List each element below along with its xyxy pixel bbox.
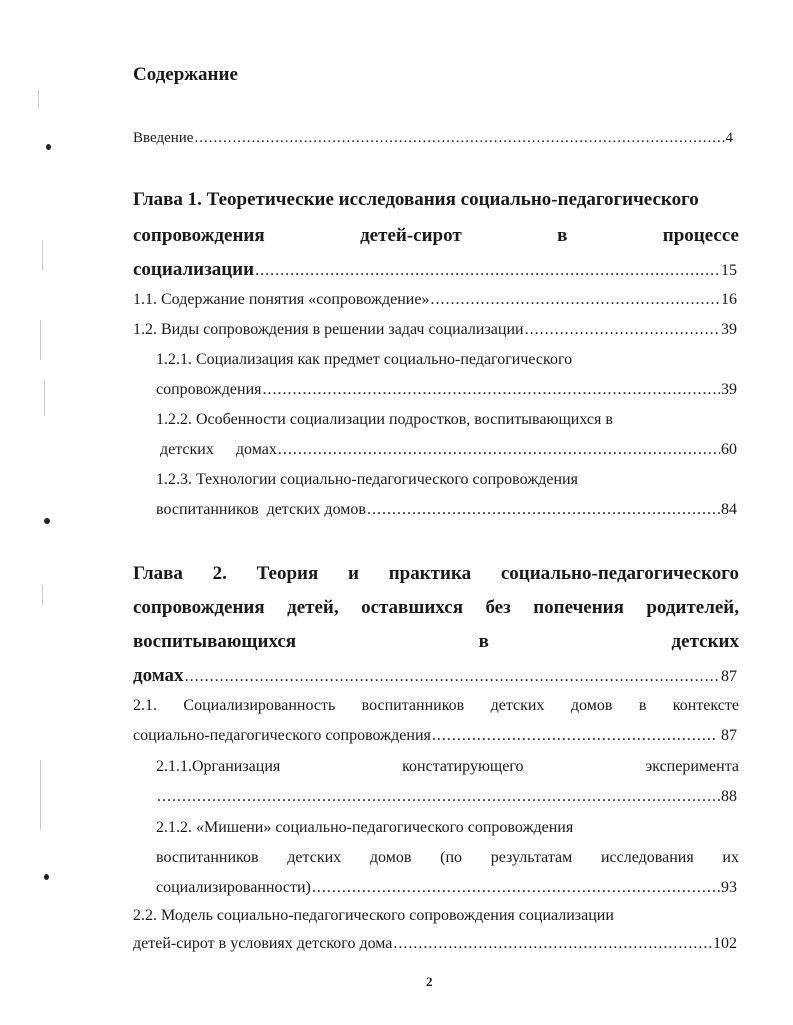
word: Теория xyxy=(256,563,319,584)
toc-entry-1-2-1-line-1: 1.2.1. Социализация как предмет социально-педагогического xyxy=(156,351,573,368)
toc-label: домах xyxy=(133,665,184,686)
leader-dots xyxy=(367,500,720,520)
scan-mark xyxy=(38,90,39,108)
word: детей-сирот xyxy=(360,225,462,246)
word: социально-педагогического xyxy=(500,563,739,584)
toc-entry-2-1-2-line-2 xyxy=(156,848,739,868)
toc-entry-1-2-1-line-2 xyxy=(156,380,737,400)
toc-entry-2-1-2-line-1: 2.1.2. «Мишени» социально-педагогического сопровождения xyxy=(156,819,574,836)
word: сопровождения xyxy=(133,597,265,618)
toc-page: 60 xyxy=(721,441,737,458)
toc-entry-1-2 xyxy=(133,320,737,340)
toc-label: детей-сирот в условиях детского дома xyxy=(133,935,393,952)
toc-label: социализации xyxy=(133,259,255,280)
toc-page: 16 xyxy=(721,291,737,308)
toc-entry-intro xyxy=(133,128,733,148)
word: воспитанников xyxy=(361,697,465,714)
word: оставшихся xyxy=(361,597,463,618)
leader-dots xyxy=(185,667,720,687)
leader-dots xyxy=(157,787,720,807)
word: сопровождения xyxy=(133,225,265,246)
word: практика xyxy=(388,563,472,584)
toc-chapter-1-line-3 xyxy=(133,258,737,282)
toc-entry-2-2-line-2 xyxy=(133,934,737,954)
word: детских xyxy=(287,849,342,866)
toc-label: детских xyxy=(160,441,214,458)
toc-label: Введение xyxy=(133,130,194,146)
toc-entry-2-2-line-1: 2.2. Модель социально-педагогического сопровождения социализации xyxy=(133,907,614,924)
scan-mark xyxy=(44,380,45,416)
word: их xyxy=(722,849,739,866)
word: 2.1.1.Организация xyxy=(156,758,281,775)
toc-page: 4 xyxy=(725,130,733,146)
word: Социализированность xyxy=(183,697,336,714)
word: воспитывающихся xyxy=(133,631,297,652)
word: констатирующего xyxy=(402,758,524,775)
leader-dots xyxy=(194,128,724,148)
toc-entry-1-2-2-line-1: 1.2.2. Особенности социализации подростков, воспитывающихся в xyxy=(156,411,613,428)
leader-dots xyxy=(430,290,720,310)
leader-dots xyxy=(432,726,716,746)
scan-speck xyxy=(44,874,49,880)
leader-dots xyxy=(525,320,720,340)
toc-page: 87 xyxy=(721,668,737,685)
toc-entry-1-2-3-line-2 xyxy=(156,500,737,520)
scan-speck xyxy=(44,518,50,524)
leader-dots xyxy=(312,878,720,898)
word: и xyxy=(348,563,359,584)
word: воспитанников xyxy=(156,849,259,866)
word: детских xyxy=(671,631,739,652)
toc-entry-1-1 xyxy=(133,290,737,310)
toc-chapter-1-line-2 xyxy=(133,224,739,248)
word: процессе xyxy=(662,225,739,246)
leader-dots xyxy=(263,380,721,400)
leader-dots xyxy=(255,261,720,281)
scan-speck xyxy=(46,144,51,150)
page-number: 2 xyxy=(426,974,433,989)
toc-page: 39 xyxy=(721,381,737,398)
word: домов xyxy=(369,849,412,866)
toc-chapter-1-line-1: Глава 1. Теоретические исследования социально-педагогического xyxy=(133,189,699,210)
toc-label: социализированности) xyxy=(156,879,311,896)
word: исследования xyxy=(600,849,694,866)
toc-label: социально-педагогического сопровождения xyxy=(133,727,431,744)
toc-page: 93 xyxy=(721,879,737,896)
word: домов xyxy=(570,697,613,714)
toc-entry-2-1-1-line-1 xyxy=(156,757,739,777)
toc-entry-1-2-2-line-2 xyxy=(160,440,737,460)
word: (по xyxy=(440,849,462,866)
toc-label: 1.1. Содержание понятия «сопровождение» xyxy=(133,291,430,308)
word: в xyxy=(638,697,647,714)
toc-label: сопровождения xyxy=(156,381,262,398)
toc-label: 1.2. Виды сопровождения в решении задач социализации xyxy=(133,321,524,338)
toc-entry-2-1-line-2 xyxy=(133,726,737,746)
toc-chapter-2-line-2 xyxy=(133,596,739,620)
toc-entry-2-1-2-line-3 xyxy=(156,878,737,898)
toc-chapter-2-line-1 xyxy=(133,562,739,586)
toc-chapter-2-line-4 xyxy=(133,664,737,688)
word: Глава xyxy=(133,563,183,584)
scan-mark xyxy=(40,760,41,830)
scan-mark xyxy=(42,240,43,270)
toc-page: 88 xyxy=(721,788,737,805)
word: 2.1. xyxy=(133,697,157,714)
word: родителей, xyxy=(646,597,739,618)
leader-dots xyxy=(278,440,720,460)
word: эксперимента xyxy=(645,758,739,775)
word: без xyxy=(485,597,511,618)
toc-entry-1-2-3-line-1: 1.2.3. Технологии социально-педагогического сопровождения xyxy=(156,471,578,488)
word: попечения xyxy=(533,597,624,618)
word: 2. xyxy=(212,563,227,584)
word: контексте xyxy=(672,697,739,714)
word: детских xyxy=(490,697,545,714)
word: в xyxy=(557,225,568,246)
toc-page: 87 xyxy=(721,727,737,744)
toc-entry-2-1-1-line-2 xyxy=(156,787,737,807)
word: детей, xyxy=(287,597,339,618)
toc-label: домах xyxy=(235,441,277,458)
toc-page: 39 xyxy=(721,321,737,338)
toc-page: 84 xyxy=(721,501,737,518)
scan-mark xyxy=(40,320,41,360)
page-title: Содержание xyxy=(133,64,238,85)
leader-dots xyxy=(393,934,712,954)
toc-chapter-2-line-3 xyxy=(133,630,739,654)
toc-entry-2-1-line-1 xyxy=(133,696,739,716)
word: в xyxy=(478,631,489,652)
word: результатам xyxy=(490,849,573,866)
toc-page: 15 xyxy=(721,262,737,279)
scan-mark xyxy=(42,585,43,605)
toc-page: 102 xyxy=(713,935,737,952)
toc-label: воспитанников детских домов xyxy=(156,501,366,518)
